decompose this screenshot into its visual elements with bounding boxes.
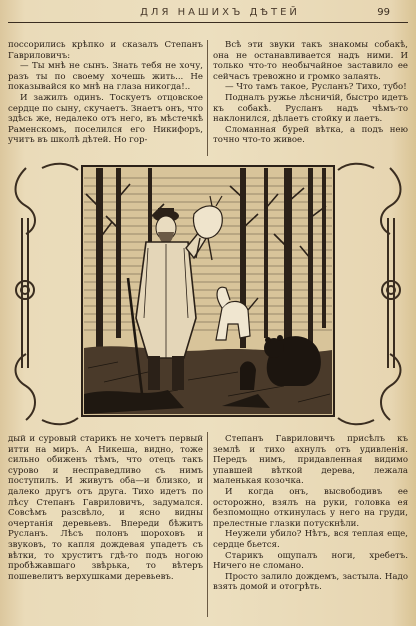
bear-silhouette [264,335,321,386]
paragraph: дый и суровый старикъ не хочетъ первый итти на миръ. А Никеша, видно, тоже сильно обиженъ тѣмъ, что отецъ такъ сурово и несправедливо съ нимъ поступилъ. И живутъ оба—и близко, и далеко другъ отъ друга. Тихо идетъ по лѣсу Степанъ Гавриловичъ, задумался. Совсѣмъ разсвѣло, и ясно видны очертанія деревьевъ. Впереди бѣжитъ Русланъ. Лѣсъ полонъ шороховъ и звуковъ, то капля дождевая упадетъ съ вѣтки, то хруститъ гдѣ-то подъ ногою пробѣжавшаго звѣрька, то вѣтеръ пошевелитъ верхушками деревьевъ. [8,434,203,582]
paragraph: Подналъ ружье лѣсничій, быстро идетъ къ собакѣ. Русланъ надъ чѣмъ-то наклонился, дѣлаетъ стойку и лаетъ. [213,92,408,125]
paragraph: Степанъ Гавриловичъ присѣлъ къ землѣ и тихо ахнулъ отъ удивленія. Передъ нимъ, придавленная видимо упавшей вѣткой дерева, лежала маленькая козочка. [213,434,408,487]
paragraph: Всѣ эти звуки такъ знакомы собакѣ, она не останавливается надъ ними. И только что-то необычайное заставило ее сейчасъ тревожно и громко залаять. [213,40,408,82]
header-title: ДЛЯ НАШИХЪ ДѢТЕЙ [140,7,300,18]
column-top-right [213,40,408,146]
running-header [10,4,406,24]
column-bottom-right [213,434,408,593]
paragraph: Сломанная бурей вѣтка, а подъ нею точно что-то живое. [213,124,408,146]
column-top-left [8,40,203,146]
page-number: 99 [377,7,390,18]
paragraph: — Ты мнѣ не сынъ. Знать тебя не хочу, разъ ты по своему хочешь жить... Не показывайся ко мнѣ на глаза никогда!.. [8,61,203,93]
column-divider [207,432,208,617]
paragraph: И когда онъ, высвободивъ ее осторожно, взялъ на руки, головка ея безпомощно откинулась у него на груди, прелестные глазки потускнѣли. [213,486,408,529]
paragraph: Неужели убило? Нѣтъ, вся теплая еще, сердце бьется. [213,529,408,550]
illustration-forester-with-goat [8,158,408,430]
column-bottom-left [8,434,203,582]
ornament-left [16,164,79,425]
column-divider [207,40,208,156]
paragraph: — Что тамъ такое, Русланъ? Тихо, тубо! [225,82,407,93]
paragraph: Старикъ ощупалъ ноги, хребетъ. Ничего не сломано. [213,550,408,572]
ornament-right [338,164,401,425]
paragraph: И зажилъ одинъ. Тоскуетъ отцовское сердце по сыну, скучаетъ. Знаетъ онъ, что здѣсь же, недалеко отъ него, въ мѣстечкѣ Раменскомъ, поселился его Никифоръ, учитъ въ школѣ дѣтей. Но гор- [8,92,203,146]
small-animal-silhouette [240,361,256,390]
header-rule [8,22,408,23]
paragraph: поссорились крѣпко и сказалъ Степанъ Гавриловичъ: [8,40,203,61]
engraving-illustration [8,158,408,430]
paragraph: Просто залило дождемъ, застыла. Надо взять домой и отогрѣть. [213,571,408,593]
